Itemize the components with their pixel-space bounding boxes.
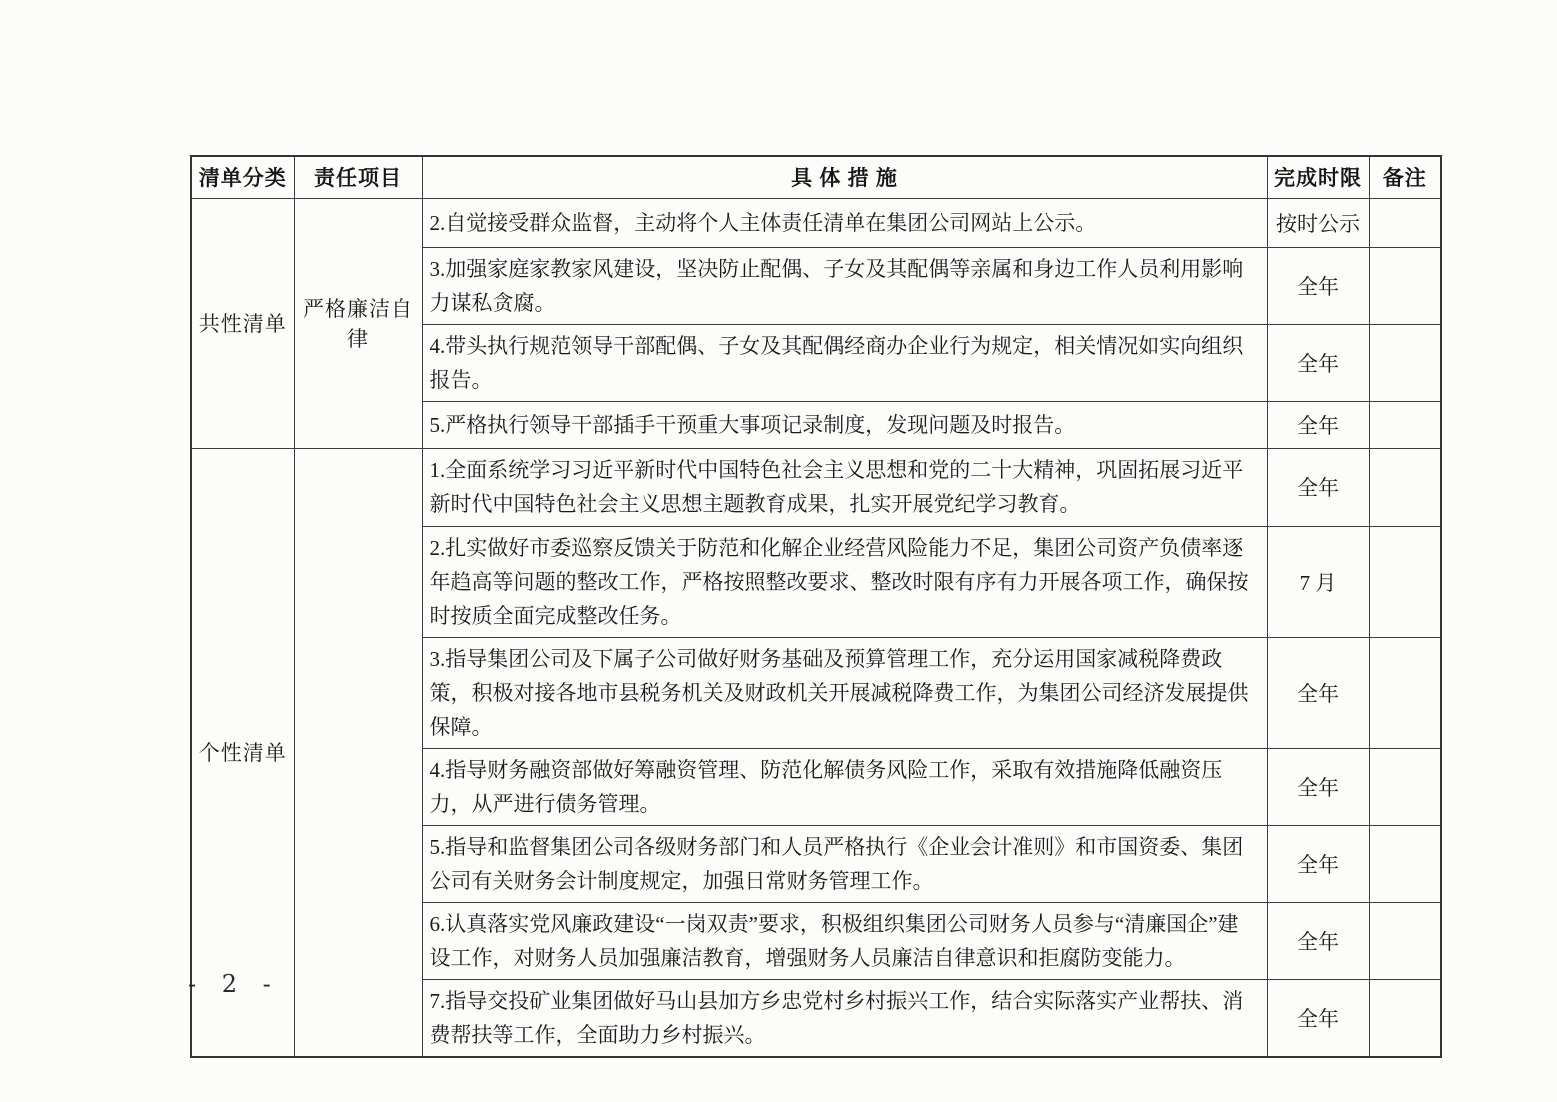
header-remark: 备注 xyxy=(1369,156,1441,198)
header-project: 责任项目 xyxy=(294,156,422,198)
measure-cell: 5.指导和监督集团公司各级财务部门和人员严格执行《企业会计准则》和市国资委、集团公司有关财务会计制度规定，加强日常财务管理工作。 xyxy=(422,825,1267,902)
measure-cell: 4.带头执行规范领导干部配偶、子女及其配偶经商办企业行为规定，相关情况如实向组织报告。 xyxy=(422,324,1267,401)
remark-cell xyxy=(1369,198,1441,247)
header-measures: 具 体 措 施 xyxy=(422,156,1267,198)
deadline-cell: 7 月 xyxy=(1267,526,1369,637)
measure-cell: 2.扎实做好市委巡察反馈关于防范和化解企业经营风险能力不足，集团公司资产负债率逐年趋高等问题的整改工作，严格按照整改要求、整改时限有序有力开展各项工作，确保按时按质全面完成整改任务。 xyxy=(422,526,1267,637)
measure-cell: 4.指导财务融资部做好筹融资管理、防范化解债务风险工作，采取有效措施降低融资压力，从严进行债务管理。 xyxy=(422,748,1267,825)
remark-cell xyxy=(1369,526,1441,637)
section-project: 严格廉洁自律 xyxy=(294,198,422,448)
deadline-cell: 全年 xyxy=(1267,748,1369,825)
remark-cell xyxy=(1369,637,1441,748)
deadline-cell: 全年 xyxy=(1267,324,1369,401)
section-category: 个性清单 xyxy=(191,448,294,1057)
remark-cell xyxy=(1369,902,1441,979)
remark-cell xyxy=(1369,247,1441,324)
remark-cell xyxy=(1369,825,1441,902)
table-header-row xyxy=(191,156,1441,198)
deadline-cell: 全年 xyxy=(1267,979,1369,1057)
deadline-cell: 按时公示 xyxy=(1267,198,1369,247)
deadline-cell: 全年 xyxy=(1267,637,1369,748)
header-category: 清单分类 xyxy=(191,156,294,198)
section-project xyxy=(294,448,422,1057)
responsibility-table xyxy=(190,155,1442,1058)
deadline-cell: 全年 xyxy=(1267,401,1369,448)
remark-cell xyxy=(1369,979,1441,1057)
measure-cell: 7.指导交投矿业集团做好马山县加方乡忠党村乡村振兴工作，结合实际落实产业帮扶、消费帮扶等工作，全面助力乡村振兴。 xyxy=(422,979,1267,1057)
measure-cell: 2.自觉接受群众监督，主动将个人主体责任清单在集团公司网站上公示。 xyxy=(422,198,1267,247)
measure-cell: 3.加强家庭家教家风建设，坚决防止配偶、子女及其配偶等亲属和身边工作人员利用影响力谋私贪腐。 xyxy=(422,247,1267,324)
table-row xyxy=(191,198,1441,247)
table-row xyxy=(191,448,1441,526)
remark-cell xyxy=(1369,448,1441,526)
deadline-cell: 全年 xyxy=(1267,902,1369,979)
measure-cell: 1.全面系统学习习近平新时代中国特色社会主义思想和党的二十大精神，巩固拓展习近平新时代中国特色社会主义思想主题教育成果，扎实开展党纪学习教育。 xyxy=(422,448,1267,526)
remark-cell xyxy=(1369,401,1441,448)
measure-cell: 3.指导集团公司及下属子公司做好财务基础及预算管理工作，充分运用国家减税降费政策，积极对接各地市县税务机关及财政机关开展减税降费工作，为集团公司经济发展提供保障。 xyxy=(422,637,1267,748)
deadline-cell: 全年 xyxy=(1267,825,1369,902)
section-category: 共性清单 xyxy=(191,198,294,448)
remark-cell xyxy=(1369,748,1441,825)
deadline-cell: 全年 xyxy=(1267,448,1369,526)
page-number: - 2 - xyxy=(188,970,280,998)
remark-cell xyxy=(1369,324,1441,401)
measure-cell: 6.认真落实党风廉政建设“一岗双责”要求，积极组织集团公司财务人员参与“清廉国企”建设工作，对财务人员加强廉洁教育，增强财务人员廉洁自律意识和拒腐防变能力。 xyxy=(422,902,1267,979)
deadline-cell: 全年 xyxy=(1267,247,1369,324)
measure-cell: 5.严格执行领导干部插手干预重大事项记录制度，发现问题及时报告。 xyxy=(422,401,1267,448)
header-deadline: 完成时限 xyxy=(1267,156,1369,198)
